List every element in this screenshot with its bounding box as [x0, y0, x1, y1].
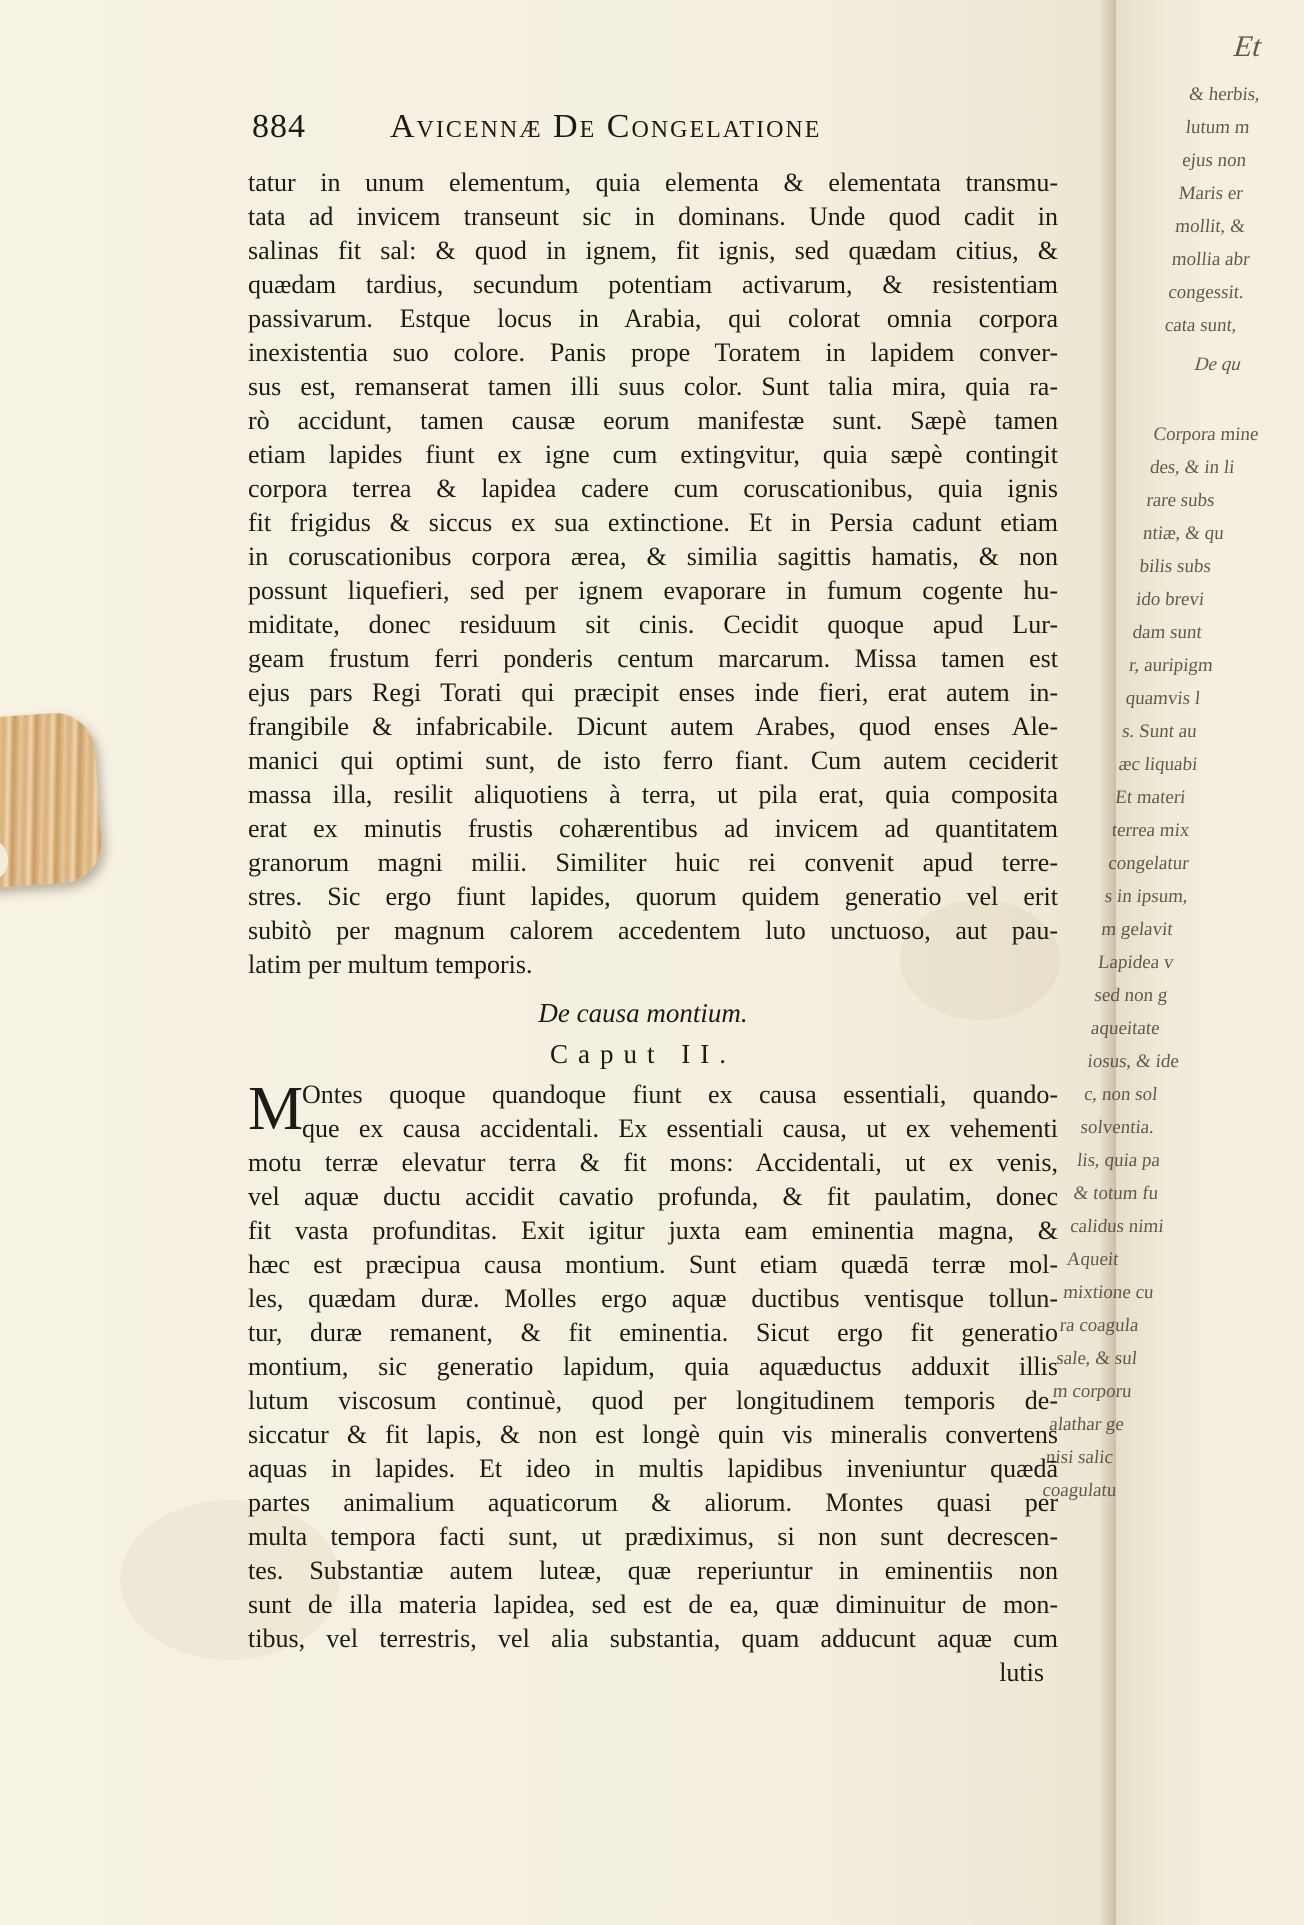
text-line: motu terræ elevatur terra & fit mons: Accidentali, ut ex venis,	[248, 1148, 1058, 1177]
facing-line: s in ipsum,	[1103, 886, 1189, 907]
facing-line: r, auripigm	[1128, 655, 1215, 676]
facing-line: congessit.	[1167, 282, 1246, 303]
facing-line: calidus nimi	[1069, 1216, 1165, 1237]
text-line: multa tempora facti sunt, ut prædiximus, si non sunt decrescen-	[248, 1522, 1058, 1551]
facing-line: rare subs	[1145, 490, 1216, 511]
paragraph-congelatio	[248, 166, 1058, 982]
facing-line: coagulatu	[1041, 1480, 1118, 1501]
facing-line: sale, & sul	[1055, 1348, 1139, 1369]
facing-line: ra coagula	[1058, 1315, 1140, 1336]
text-line: sus est, remanserat tamen illi suus color. Sunt talia mira, quia ra-	[248, 372, 1058, 401]
running-head	[248, 104, 1058, 166]
facing-line: mixtione cu	[1062, 1282, 1155, 1303]
facing-line: c, non sol	[1083, 1084, 1159, 1105]
text-line: in coruscationibus corpora ærea, & similia sagittis hamatis, & non	[248, 542, 1058, 571]
facing-line: quamvis l	[1124, 688, 1202, 709]
text-line: tes. Substantiæ autem luteæ, quæ reperiuntur in eminentiis non	[248, 1556, 1058, 1585]
text-line: que ex causa accidentali. Ex essentiali causa, ut ex vehementi	[302, 1114, 1058, 1143]
facing-line: alathar ge	[1048, 1414, 1125, 1435]
facing-line: mollia abr	[1170, 249, 1251, 270]
text-line: Ontes quoque quandoque fiunt ex causa essentiali, quando-	[302, 1080, 1058, 1109]
facing-line: m corporu	[1051, 1381, 1133, 1402]
facing-line: ntiæ, & qu	[1142, 523, 1225, 544]
text-line: siccatur & fit lapis, & non est longè quin vis mineralis convertens	[248, 1420, 1058, 1449]
text-line: fit frigidus & siccus ex sua extinctione. Et in Persia cadunt etiam	[248, 508, 1058, 537]
section-heading: De causa montium.	[538, 998, 748, 1028]
facing-line: sed non g	[1093, 985, 1169, 1006]
text-line: les, quædam duræ. Molles ergo aquæ ductibus ventisque tollun-	[248, 1284, 1058, 1313]
facing-line: aqueitate	[1089, 1018, 1161, 1039]
stand-notch	[0, 837, 10, 884]
facing-line: solventia.	[1079, 1117, 1156, 1138]
facing-line: Maris er	[1177, 183, 1244, 204]
text-line: fit vasta profunditas. Exit igitur juxta eam eminentia magna, &	[248, 1216, 1058, 1245]
facing-line: lis, quia pa	[1076, 1150, 1162, 1171]
running-title: Avicennæ De Congelatione	[390, 108, 822, 145]
text-line: subitò per magnum calorem accedentem luto unctuoso, aut pau-	[248, 916, 1058, 945]
facing-line: æc liquabi	[1117, 754, 1199, 775]
facing-line: Lapidea v	[1096, 952, 1175, 973]
text-line: corpora terrea & lapidea cadere cum coruscationibus, quia ignis	[248, 474, 1058, 503]
text-line: latim per multum temporis.	[248, 950, 533, 979]
facing-line: ejus non	[1181, 150, 1248, 171]
text-line: massa illa, resilit aliquotiens à terra, ut pila erat, quia composita	[248, 780, 1058, 809]
text-line: tur, duræ remanent, & fit eminentia. Sicut ergo fit generatio	[248, 1318, 1058, 1347]
text-line: tata ad invicem transeunt sic in dominans. Unde quod cadit in	[248, 202, 1058, 231]
text-block	[248, 104, 1058, 1690]
facing-line: terrea mix	[1110, 820, 1191, 841]
facing-catchword: Et	[1232, 30, 1263, 63]
text-line: etiam lapides fiunt ex igne cum extingvitur, quia sæpè contingit	[248, 440, 1058, 469]
catchword: lutis	[999, 1658, 1044, 1687]
facing-line: cata sunt,	[1163, 315, 1238, 336]
text-line: tatur in unum elementum, quia elementa & elementata transmu-	[248, 168, 1058, 197]
text-line: tibus, vel terrestris, vel alia substantia, quam adducunt aquæ cum	[248, 1624, 1058, 1653]
text-line: stres. Sic ergo fiunt lapides, quorum quidem generatio vel erit	[248, 882, 1058, 911]
paragraph-montes	[248, 1075, 1058, 1656]
text-line: erat ex minutis frustis cohærentibus ad invicem ad quantitatem	[248, 814, 1058, 843]
facing-line: lutum m	[1184, 117, 1251, 138]
text-line: lutum viscosum continuè, quod per longitudinem temporis de-	[248, 1386, 1058, 1415]
facing-heading: De qu	[1193, 354, 1242, 375]
facing-line: mollit, &	[1174, 216, 1247, 237]
text-line: miditate, donec residuum sit cinis. Cecidit quoque apud Lur-	[248, 610, 1058, 639]
text-line: geam frustum ferri ponderis centum marcarum. Missa tamen est	[248, 644, 1058, 673]
text-line: sunt de illa materia lapidea, sed est de ea, quæ diminuitur de mon-	[248, 1590, 1058, 1619]
facing-line: ido brevi	[1135, 589, 1206, 610]
text-line: montium, sic generatio lapidum, quia aquæductus adduxit illis	[248, 1352, 1058, 1381]
facing-line: congelatur	[1107, 853, 1190, 874]
facing-line: bilis subs	[1138, 556, 1213, 577]
text-line: aquas in lapides. Et ideo in multis lapidibus inveniuntur quædā	[248, 1454, 1058, 1483]
facing-line: s. Sunt au	[1121, 721, 1198, 742]
text-line: salinas fit sal: & quod in ignem, fit ignis, sed quædam citius, &	[248, 236, 1058, 265]
facing-line: iosus, & ide	[1086, 1051, 1181, 1072]
facing-page	[1041, 0, 1263, 1925]
facing-line: Corpora mine	[1152, 424, 1260, 445]
facing-line: Et materi	[1114, 787, 1187, 808]
facing-line: des, & in li	[1148, 457, 1236, 478]
text-line: inexistentia suo colore. Panis prope Toratem in lapidem conver-	[248, 338, 1058, 367]
text-line: frangibile & infabricabile. Dicunt autem Arabes, quod enses Ale-	[248, 712, 1058, 741]
text-line: vel aquæ ductu accidit cavatio profunda, & fit paulatim, donec	[248, 1182, 1058, 1211]
facing-line: nisi salic	[1044, 1447, 1115, 1468]
text-line: hæc est præcipua causa montium. Sunt etiam quædā terræ mol-	[248, 1250, 1058, 1279]
chapter-label: Caput II.	[550, 1039, 736, 1069]
text-line: partes animalium aquaticorum & aliorum. Montes quasi per	[248, 1488, 1058, 1517]
text-line: possunt liquefieri, sed per ignem evaporare in fumum cogente hu-	[248, 576, 1058, 605]
drop-capital: M	[248, 1075, 304, 1143]
text-line: granorum magni milii. Similiter huic rei convenit apud terre-	[248, 848, 1058, 877]
text-line: rò accidunt, tamen causæ eorum manifestæ sunt. Sæpè tamen	[248, 406, 1058, 435]
text-line: manici qui optimi sunt, de isto ferro fiant. Cum autem ceciderit	[248, 746, 1058, 775]
facing-line: Aqueit	[1065, 1249, 1120, 1270]
facing-line: dam sunt	[1131, 622, 1203, 643]
facing-lines-top	[1163, 78, 1281, 342]
facing-line: m gelavit	[1100, 919, 1174, 940]
facing-line: & totum fu	[1072, 1183, 1160, 1204]
text-line: passivarum. Estque locus in Arabia, qui colorat omnia corpora	[248, 304, 1058, 333]
page-number: 884	[252, 108, 306, 145]
text-line: quædam tardius, secundum potentiam activarum, & resistentiam	[248, 270, 1058, 299]
text-line: ejus pars Regi Torati qui præcipit enses inde fieri, erat autem in-	[248, 678, 1058, 707]
wooden-book-stand	[0, 710, 104, 889]
facing-line: & herbis,	[1188, 84, 1262, 105]
